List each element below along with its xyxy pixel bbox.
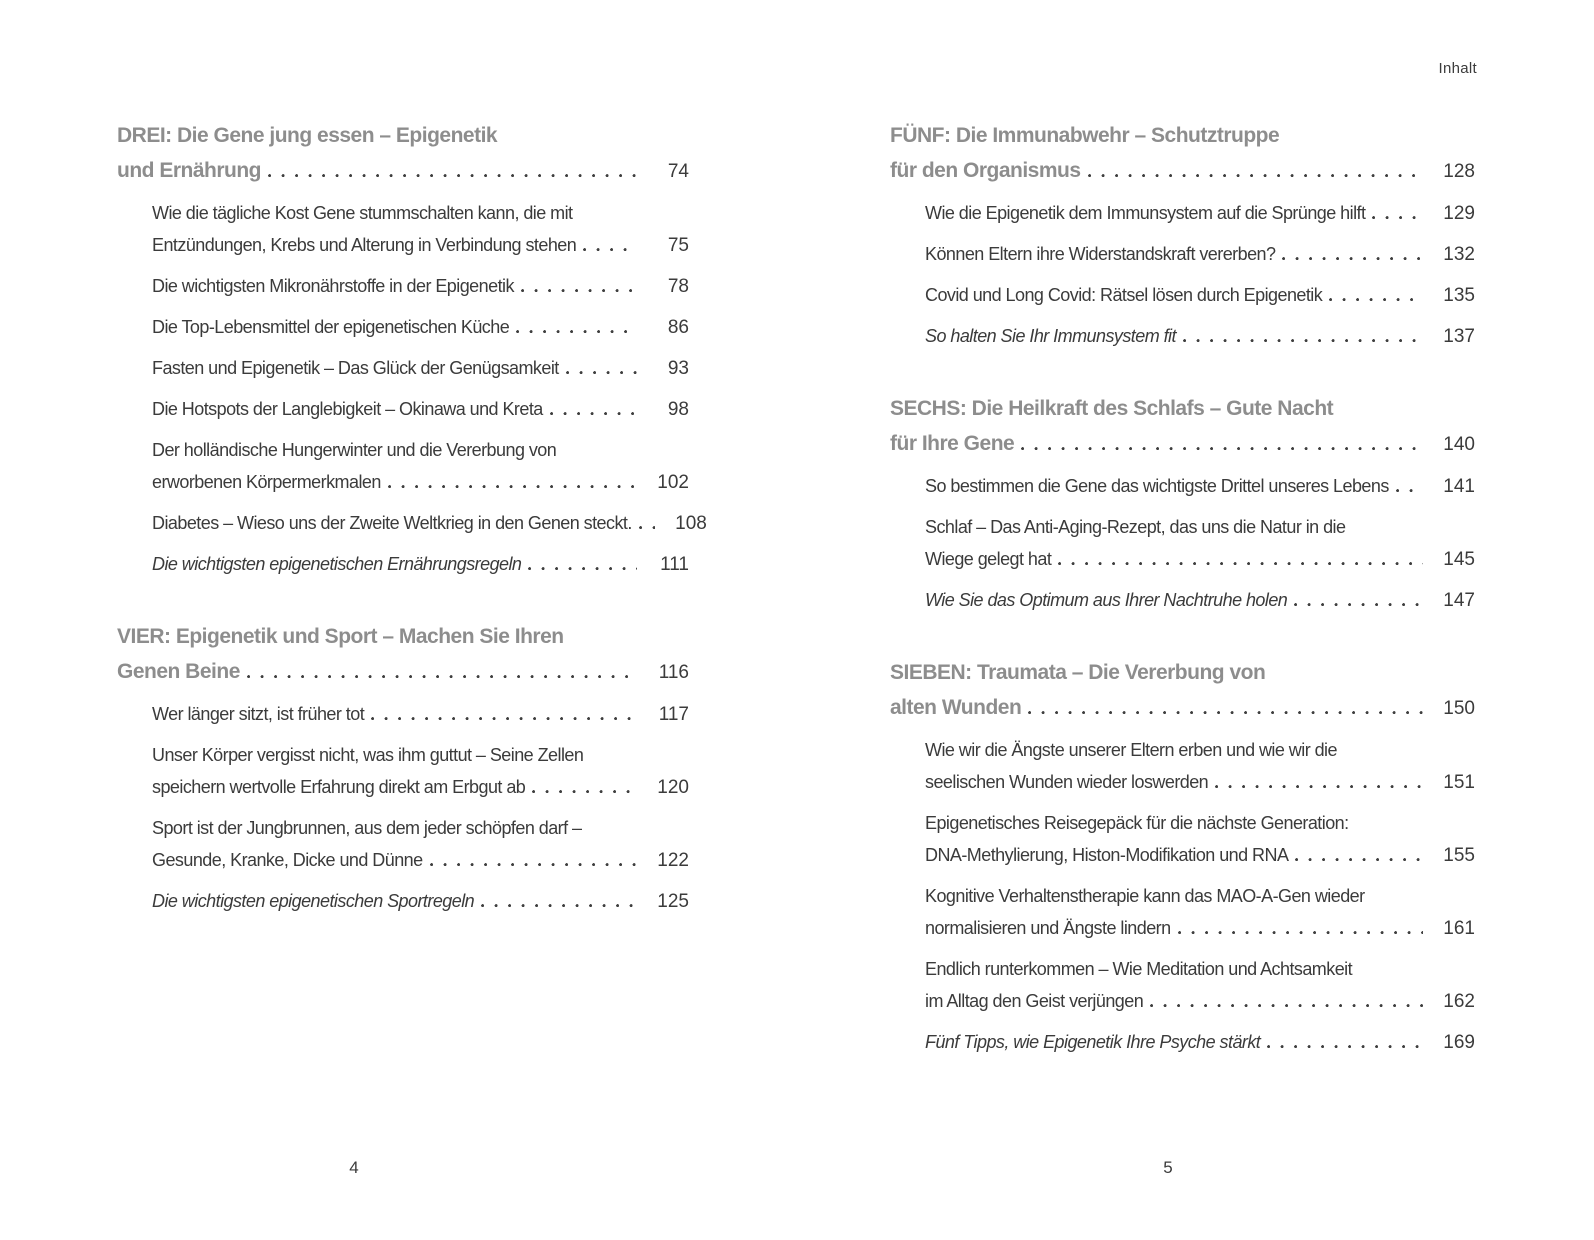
toc-entry-line — [152, 698, 689, 731]
toc-entry-line — [152, 311, 689, 344]
toc-entry-line — [925, 985, 1475, 1018]
toc-entry-line — [925, 584, 1475, 617]
entry-page-number: 86 — [667, 317, 689, 338]
section-title-text: Genen Beine — [117, 660, 240, 683]
entry-page-number: 108 — [675, 513, 707, 534]
toc-entry-text: Epigenetisches Reisegepäck für die nächste Generation: — [925, 813, 1349, 833]
toc-entry-text: speichern wertvolle Erfahrung direkt am Erbgut ab — [152, 777, 526, 797]
dot-leader — [1295, 858, 1423, 861]
toc-entry-line — [925, 470, 1475, 503]
toc-entry-line — [152, 844, 689, 877]
section-title-line — [890, 690, 1475, 726]
toc-entry-text: Wer länger sitzt, ist früher tot — [152, 704, 365, 724]
dot-leader — [566, 371, 637, 374]
dot-leader — [1088, 174, 1423, 177]
section-title-text: VIER: Epigenetik und Sport – Machen Sie Ihren — [117, 625, 564, 648]
toc-entry-line — [152, 434, 689, 466]
section-title-text: DREI: Die Gene jung essen – Epigenetik — [117, 124, 498, 147]
dot-leader — [583, 248, 637, 251]
toc-entry — [117, 812, 689, 877]
toc-entry-text: Schlaf – Das Anti-Aging-Rezept, das uns die Natur in die — [925, 517, 1346, 537]
toc-entry — [117, 352, 689, 385]
toc-entry — [890, 734, 1475, 799]
entry-page-number: 117 — [658, 704, 689, 725]
dot-leader — [639, 526, 655, 529]
toc-entry-text: Die wichtigsten epigenetischen Sportregeln — [152, 891, 475, 911]
section-title-line — [890, 153, 1475, 189]
toc-entry-text: Wie die Epigenetik dem Immunsystem auf die Sprünge hilft — [925, 203, 1366, 223]
entry-page-number: 155 — [1443, 845, 1475, 866]
toc-entry-line — [925, 953, 1475, 985]
dot-leader — [1329, 298, 1423, 301]
toc-entry-line — [925, 238, 1475, 271]
section-title-line — [117, 654, 689, 690]
toc-section-sieben — [890, 655, 1475, 1059]
toc-entry-line — [152, 885, 689, 918]
section-title-line — [117, 118, 689, 153]
toc-entry-line — [925, 912, 1475, 945]
section-page-number: 128 — [1443, 161, 1475, 182]
section-title-text: alten Wunden — [890, 696, 1022, 719]
toc-entry-line — [925, 1026, 1475, 1059]
entry-page-number: 120 — [657, 777, 689, 798]
toc-entry-line — [152, 548, 689, 581]
toc-entry-text: Wie Sie das Optimum aus Ihrer Nachtruhe holen — [925, 590, 1288, 610]
dot-leader — [1058, 562, 1423, 565]
toc-section-sechs — [890, 391, 1475, 617]
toc-entry — [890, 511, 1475, 576]
toc-entry — [117, 885, 689, 918]
toc-entry-text: Wie die tägliche Kost Gene stummschalten kann, die mit — [152, 203, 573, 223]
dot-leader — [528, 567, 637, 570]
dot-leader — [1183, 339, 1423, 342]
toc-section-vier — [117, 619, 689, 918]
toc-entry-line — [152, 393, 689, 426]
toc-entry — [890, 238, 1475, 271]
toc-entry-line — [152, 352, 689, 385]
dot-leader — [1178, 931, 1423, 934]
section-page-number: 150 — [1443, 698, 1475, 719]
dot-leader — [268, 174, 637, 177]
toc-entry — [890, 807, 1475, 872]
toc-entry-text: Können Eltern ihre Widerstandskraft vererben? — [925, 244, 1276, 264]
entry-page-number: 102 — [657, 472, 689, 493]
toc-entry — [890, 279, 1475, 312]
dot-leader — [371, 717, 637, 720]
toc-section-drei — [117, 118, 707, 581]
toc-entry — [117, 507, 707, 540]
toc-entry-text: So bestimmen die Gene das wichtigste Drittel unseres Lebens — [925, 476, 1389, 496]
section-title-text: für den Organismus — [890, 159, 1081, 182]
toc-entry — [890, 320, 1475, 353]
toc-entry-text: DNA-Methylierung, Histon-Modifikation und RNA — [925, 845, 1289, 865]
dot-leader — [247, 675, 637, 678]
toc-entry-text: im Alltag den Geist verjüngen — [925, 991, 1144, 1011]
dot-leader — [1267, 1045, 1423, 1048]
entry-page-number: 125 — [657, 891, 689, 912]
section-title-line — [117, 619, 689, 654]
toc-entry-text: Wie wir die Ängste unserer Eltern erben und wie wir die — [925, 740, 1337, 760]
toc-entry-line — [925, 766, 1475, 799]
section-page-number: 140 — [1443, 434, 1475, 455]
running-head — [1439, 60, 1478, 77]
dot-leader — [516, 330, 637, 333]
entry-page-number: 162 — [1443, 991, 1475, 1012]
toc-entry-text: Der holländische Hungerwinter und die Vererbung von — [152, 440, 557, 460]
section-title-line — [890, 118, 1475, 153]
page-number-left: 4 — [349, 1158, 359, 1177]
toc-entry-text: Die Hotspots der Langlebigkeit – Okinawa und Kreta — [152, 399, 543, 419]
toc-entry-line — [152, 270, 689, 303]
section-title-line — [890, 655, 1475, 690]
toc-entry-text: seelischen Wunden wieder loswerden — [925, 772, 1209, 792]
dot-leader — [532, 790, 637, 793]
entry-page-number: 75 — [667, 235, 689, 256]
dot-leader — [550, 412, 637, 415]
toc-entry-text: erworbenen Körpermerkmalen — [152, 472, 381, 492]
toc-section-fuenf — [890, 118, 1475, 353]
entry-page-number: 122 — [657, 850, 689, 871]
toc-entry-text: Die Top-Lebensmittel der epigenetischen Küche — [152, 317, 510, 337]
entry-page-number: 132 — [1443, 244, 1475, 265]
toc-entry-text: Fasten und Epigenetik – Das Glück der Genügsamkeit — [152, 358, 559, 378]
toc-entry — [890, 953, 1475, 1018]
toc-entry-text: Fünf Tipps, wie Epigenetik Ihre Psyche stärkt — [925, 1032, 1261, 1052]
toc-entry — [117, 393, 689, 426]
section-page-number: 116 — [658, 662, 689, 683]
page-number-right: 5 — [1163, 1158, 1173, 1177]
toc-entry-text: Diabetes – Wieso uns der Zweite Weltkrieg in den Genen steckt. — [152, 513, 632, 533]
toc-entry-line — [925, 279, 1475, 312]
dot-leader — [1150, 1004, 1423, 1007]
section-title-line — [890, 391, 1475, 426]
toc-entry-line — [152, 739, 689, 771]
toc-left-column — [117, 118, 707, 918]
toc-entry-line — [925, 734, 1475, 766]
section-title-text: SECHS: Die Heilkraft des Schlafs – Gute Nacht — [890, 397, 1334, 420]
section-page-number: 74 — [667, 161, 689, 182]
toc-entry-text: Wiege gelegt hat — [925, 549, 1052, 569]
entry-page-number: 129 — [1443, 203, 1475, 224]
toc-entry-line — [152, 466, 689, 499]
dot-leader — [1028, 711, 1423, 714]
toc-entry — [117, 698, 689, 731]
toc-entry-text: Gesunde, Kranke, Dicke und Dünne — [152, 850, 423, 870]
section-title-line — [117, 153, 689, 189]
toc-entry-text: Entzündungen, Krebs und Alterung in Verbindung stehen — [152, 235, 577, 255]
dot-leader — [481, 904, 637, 907]
toc-entry-text: Die wichtigsten Mikronährstoffe in der Epigenetik — [152, 276, 514, 296]
entry-page-number: 147 — [1443, 590, 1475, 611]
toc-entry-line — [925, 197, 1475, 230]
entry-page-number: 145 — [1443, 549, 1475, 570]
entry-page-number: 93 — [667, 358, 689, 379]
dot-leader — [1396, 489, 1423, 492]
toc-entry — [890, 470, 1475, 503]
entry-page-number: 151 — [1443, 772, 1475, 793]
toc-entry-line — [925, 320, 1475, 353]
toc-entry-line — [925, 839, 1475, 872]
toc-entry — [117, 197, 689, 262]
running-head-label: Inhalt — [1438, 60, 1477, 77]
entry-page-number: 137 — [1443, 326, 1475, 347]
toc-entry-text: Covid und Long Covid: Rätsel lösen durch Epigenetik — [925, 285, 1323, 305]
toc-entry — [117, 270, 689, 303]
toc-entry — [117, 548, 689, 581]
dot-leader — [1282, 257, 1423, 260]
toc-entry-line — [152, 771, 689, 804]
toc-entry-line — [152, 507, 707, 540]
entry-page-number: 111 — [660, 554, 689, 575]
toc-entry-line — [152, 229, 689, 262]
toc-entry — [890, 584, 1475, 617]
dot-leader — [1021, 447, 1423, 450]
dot-leader — [430, 863, 637, 866]
section-title-text: SIEBEN: Traumata – Die Vererbung von — [890, 661, 1266, 684]
section-title-text: für Ihre Gene — [890, 432, 1015, 455]
toc-entry — [890, 1026, 1475, 1059]
section-title-text: und Ernährung — [117, 159, 261, 182]
toc-entry-line — [925, 807, 1475, 839]
toc-entry-line — [152, 197, 689, 229]
toc-entry-text: Die wichtigsten epigenetischen Ernährungsregeln — [152, 554, 522, 574]
toc-entry-text: So halten Sie Ihr Immunsystem fit — [925, 326, 1176, 346]
dot-leader — [1294, 603, 1423, 606]
toc-entry — [117, 739, 689, 804]
dot-leader — [1372, 216, 1423, 219]
dot-leader — [1215, 785, 1423, 788]
toc-entry-text: Unser Körper vergisst nicht, was ihm guttut – Seine Zellen — [152, 745, 584, 765]
toc-entry-line — [925, 543, 1475, 576]
entry-page-number: 161 — [1443, 918, 1475, 939]
toc-entry — [117, 434, 689, 499]
entry-page-number: 169 — [1443, 1032, 1475, 1053]
dot-leader — [521, 289, 637, 292]
toc-entry-text: normalisieren und Ängste lindern — [925, 918, 1171, 938]
entry-page-number: 141 — [1443, 476, 1475, 497]
toc-entry-line — [925, 511, 1475, 543]
section-title-line — [890, 426, 1475, 462]
toc-entry-text: Endlich runterkommen – Wie Meditation und Achtsamkeit — [925, 959, 1353, 979]
toc-entry-line — [925, 880, 1475, 912]
entry-page-number: 135 — [1443, 285, 1475, 306]
toc-entry-text: Kognitive Verhaltenstherapie kann das MAO-A-Gen wieder — [925, 886, 1365, 906]
toc-entry — [890, 197, 1475, 230]
toc-entry — [117, 311, 689, 344]
dot-leader — [388, 485, 637, 488]
entry-page-number: 78 — [667, 276, 689, 297]
section-title-text: FÜNF: Die Immunabwehr – Schutztruppe — [890, 124, 1280, 147]
toc-entry-line — [152, 812, 689, 844]
toc-entry — [890, 880, 1475, 945]
entry-page-number: 98 — [667, 399, 689, 420]
toc-right-column — [890, 118, 1475, 1059]
toc-entry-text: Sport ist der Jungbrunnen, aus dem jeder schöpfen darf – — [152, 818, 582, 838]
